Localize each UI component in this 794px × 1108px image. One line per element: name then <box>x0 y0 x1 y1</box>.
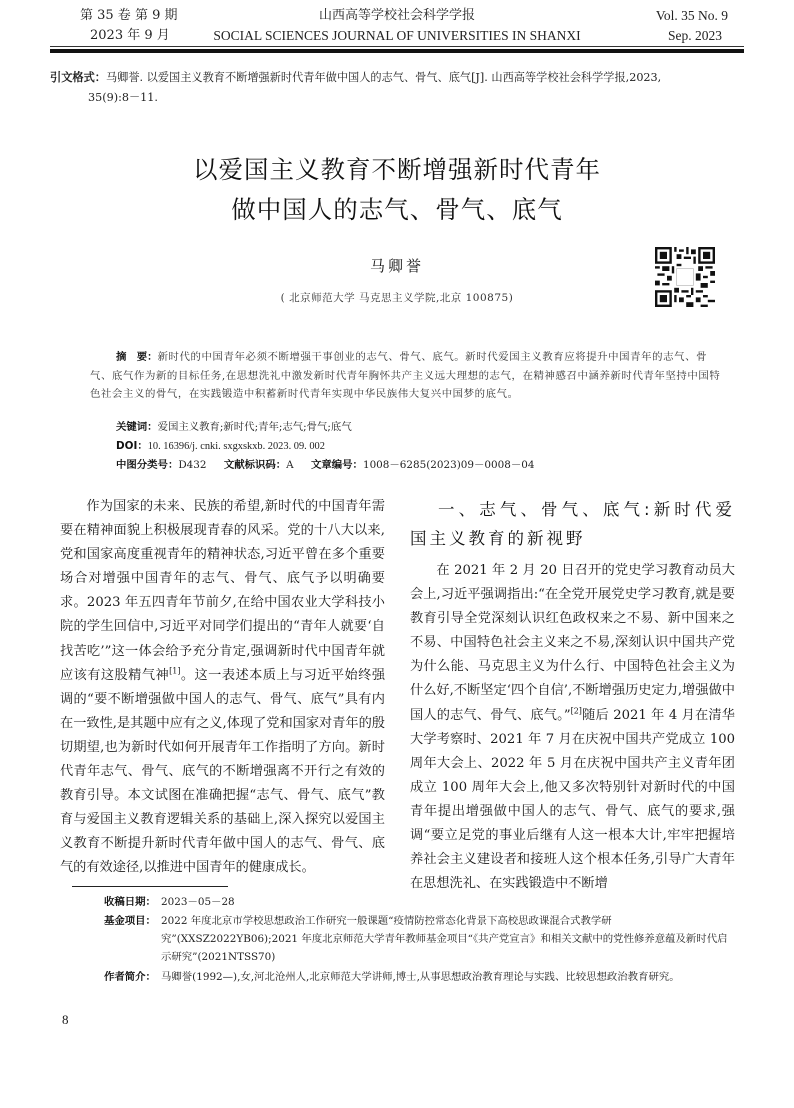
fund-label: 基金项目： <box>104 915 156 927</box>
journal-name-en: SOCIAL SCIENCES JOURNAL OF UNIVERSITIES IN SHANXI <box>213 28 581 43</box>
clc-label: 中图分类号： <box>116 459 179 471</box>
section-1-heading: 一、志气、骨气、底气:新时代爱国主义教育的新视野 <box>410 500 735 548</box>
keywords-text: 爱国主义教育;新时代;青年;志气;骨气;底气 <box>157 421 352 433</box>
keywords-label: 关键词： <box>116 421 158 433</box>
classification-info <box>116 456 728 474</box>
title-line-1: 以爱国主义教育不断增强新时代青年 <box>193 155 601 184</box>
author-name: 马卿誉 <box>369 257 424 275</box>
reference-1[interactable]: [1] <box>169 666 181 676</box>
volume-issue-en: Vol. 35 No. 9 <box>655 8 728 23</box>
doi-text: 10. 16396/j. cnki. sxgxskxb. 2023. 09. 002 <box>147 441 325 452</box>
doc-code-label: 文献标识码： <box>223 459 287 471</box>
header-rule-thin <box>50 46 744 47</box>
fund-value: 2022 年度北京市学校思想政治工作研究一般课题“疫情防控常态化背景下高校思政课混合式教学研究”(XXSZ2022YB06);2021 年度北京师范大学青年教师基金项目“《共产党宣言》和相关文献中的党性修养意蕴及新时代启示研究”(2021NTSS70) <box>161 915 728 963</box>
footnote-fund <box>104 912 734 966</box>
reference-2[interactable]: [2] <box>570 706 582 716</box>
section-1-paragraph <box>410 559 735 896</box>
title-line-2: 做中国人的志气、骨气、底气 <box>231 195 563 224</box>
citation-text-line2: 35(9):8－11. <box>88 91 158 104</box>
article-title <box>0 150 794 230</box>
qr-code-icon <box>655 247 715 307</box>
footnote-received <box>104 893 734 911</box>
citation-format <box>50 68 736 108</box>
intro-text-part1: 作为国家的未来、民族的希望,新时代的中国青年需要在精神面貌上积极展现青春的风采。党的十八大以来,党和国家高度重视青年的精神状态,习近平曾在多个重要场合对增强中国青年的志气、骨气、底气予以明确要求。2023 年五四青年节前夕,在给中国农业大学科技小院的学生回信中,习近平对同学们提出的“青年人就要‘自找苦吃’”这一体会给予充分肯定,强调新时代中国青年就应该有这股精气神 <box>60 499 385 683</box>
date-cn: 2023 年 9 月 <box>90 28 170 43</box>
author-bio-label: 作者简介： <box>104 971 156 983</box>
journal-name-cn: 山西高等学校社会科学学报 <box>318 8 475 23</box>
intro-text-part2: 。这一表述本质上与习近平始终强调的“要不断增强做中国人的志气、骨气、底气”具有内在一致性,是其题中应有之义,体现了党和国家对青年的殷切期望,也为新时代如何开展青年工作指明了方向。新时代青年志气、骨气、底气的不断增强离不开行之有效的教育引导。本文试图在准确把握“志气、骨气、底气”教育与爱国主义教育逻辑关系的基础上,深入探究以爱国主义教育不断提升新时代青年做中国人的志气、骨气、底气的有效途径,以推进中国青年的健康成长。 <box>60 667 386 876</box>
doi <box>116 437 728 456</box>
abstract <box>90 348 728 404</box>
body-left-column <box>60 495 385 881</box>
intro-paragraph <box>60 495 385 881</box>
citation-text-line1: 马卿誉. 以爱国主义教育不断增强新时代青年做中国人的志气、骨气、底气[J]. 山西高等学校社会科学学报,2023, <box>105 71 662 84</box>
abstract-label: 摘 要： <box>116 351 158 363</box>
section-1-text-part1: 在 2021 年 2 月 20 日召开的党史学习教育动员大会上,习近平强调指出:“在全党开展党史学习教育,就是要教育引导全党深刻认识红色政权来之不易、新中国来之不易、中国特色社会主义来之不易,深刻认识中国共产党为什么能、马克思主义为什么行、中国特色社会主义为什么好,不断坚定‘四个自信’,不断增强历史定力,增强做中国人的志气、骨气、底气。” <box>410 563 735 723</box>
abstract-text: 新时代的中国青年必须不断增强干事创业的志气、骨气、底气。新时代爱国主义教育应将提升中国青年的志气、骨气、底气作为新的目标任务,在思想洗礼中激发新时代青年胸怀共产主义远大理想的志气，在精神感召中涵养新时代青年坚持中国特色社会主义的骨气，在实践锻造中积蓄新时代青年实现中华民族伟大复兴中国梦的底气。 <box>90 351 721 400</box>
header-rule-thick <box>50 49 744 53</box>
keywords <box>116 418 728 436</box>
section-1-text-part2: 随后 2021 年 4 月在清华大学考察时、2021 年 7 月在庆祝中国共产党成立 100 周年大会上、2022 年 5 月在庆祝中国共产主义青年团成立 100 周年大会上,他又多次特别针对新时代的中国青年提出增强做中国人的志气、骨气、底气的要求,强调“要立足党的事业后继有人这一根本大计,牢牢把握培养社会主义建设者和接班人这个根本任务,引导广大青年在思想洗礼、在实践锻造中不断增 <box>410 707 735 892</box>
footnote-separator <box>72 886 228 887</box>
author-bio-value: 马卿誉(1992—),女,河北沧州人,北京师范大学讲师,博士,从事思想政治教育理论与实践、比较思想政治教育研究。 <box>161 971 680 983</box>
body-right-column <box>410 495 735 896</box>
article-no-value: 1008－6285(2023)09－0008－04 <box>362 459 535 471</box>
page-number: 8 <box>62 1012 69 1027</box>
received-label: 收稿日期： <box>104 896 156 908</box>
author-affiliation: ( 北京师范大学 马克思主义学院,北京 100875) <box>280 292 514 304</box>
received-value: 2023－05－28 <box>161 896 235 908</box>
citation-label: 引文格式： <box>50 71 106 84</box>
doc-code-value: A <box>286 459 294 471</box>
date-en: Sep. 2023 <box>668 28 722 43</box>
doi-label: DOI： <box>116 440 148 452</box>
clc-value: D432 <box>178 459 207 471</box>
article-no-label: 文章编号： <box>311 459 363 471</box>
volume-issue-cn: 第 35 卷 第 9 期 <box>80 8 178 23</box>
footnote-author <box>104 968 734 986</box>
